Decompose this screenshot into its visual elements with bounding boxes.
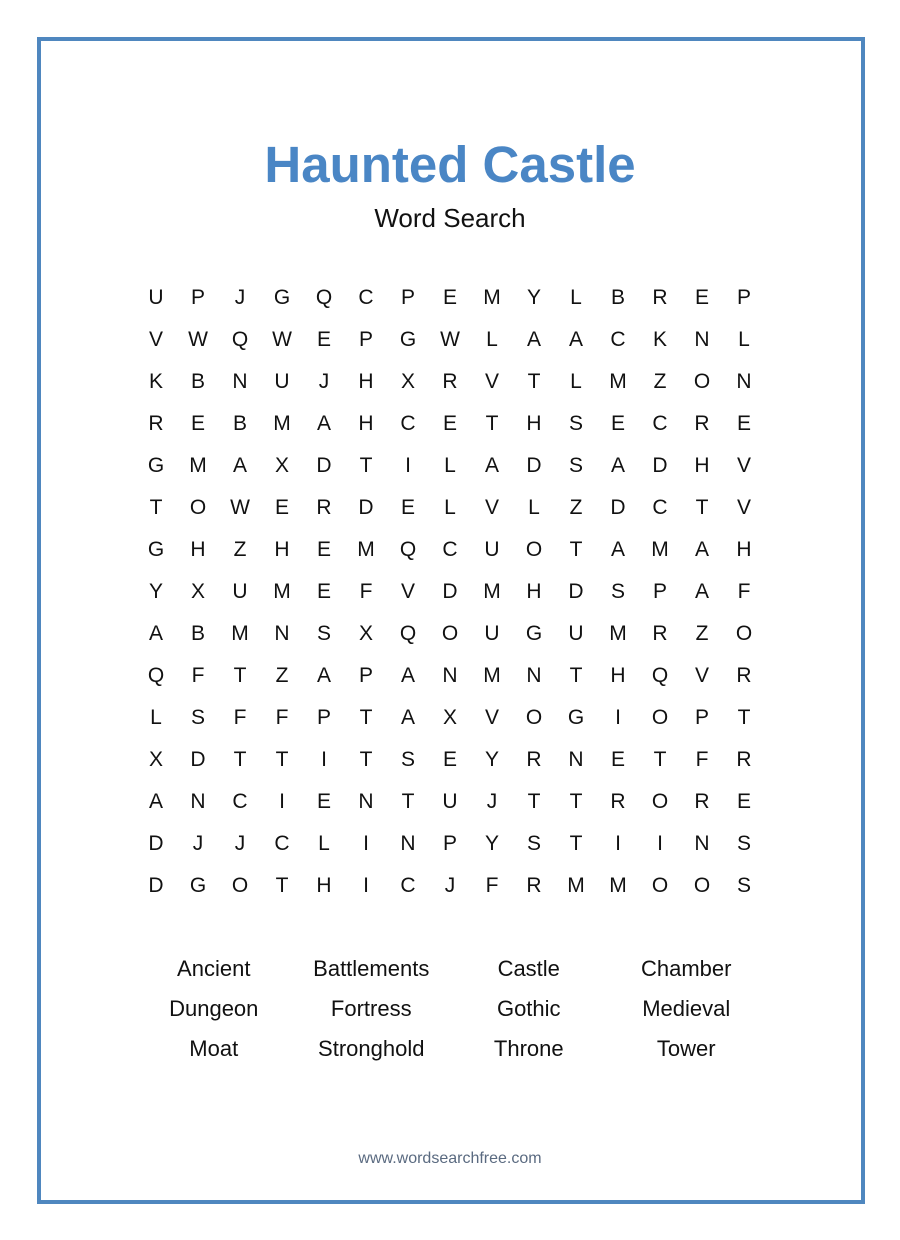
grid-cell[interactable]: D: [190, 748, 206, 771]
grid-cell[interactable]: N: [694, 832, 710, 855]
grid-cell[interactable]: N: [190, 790, 206, 813]
grid-cell[interactable]: A: [610, 538, 625, 561]
word-list-item: Fortress: [330, 996, 412, 1021]
grid-cell[interactable]: W: [230, 496, 250, 519]
word-list-item: Chamber: [641, 956, 732, 981]
grid-cell[interactable]: T: [359, 454, 373, 477]
grid-cell[interactable]: G: [525, 622, 543, 645]
grid-cell[interactable]: A: [526, 328, 541, 351]
grid-cell[interactable]: E: [316, 538, 331, 561]
grid-cell[interactable]: R: [148, 412, 164, 435]
grid-cell[interactable]: G: [147, 538, 165, 561]
grid-cell[interactable]: F: [233, 706, 247, 729]
grid-cell[interactable]: A: [610, 454, 625, 477]
grid-cell[interactable]: T: [275, 748, 289, 771]
grid-cell[interactable]: J: [192, 832, 204, 855]
grid-cell[interactable]: L: [528, 496, 540, 519]
grid-cell[interactable]: X: [358, 622, 373, 645]
grid-cell[interactable]: S: [736, 874, 751, 897]
grid-cell[interactable]: R: [694, 412, 710, 435]
grid-cell[interactable]: O: [651, 706, 669, 729]
letter-grid: [135, 277, 765, 907]
grid-cell[interactable]: V: [736, 496, 751, 519]
grid-cell[interactable]: C: [400, 874, 416, 897]
grid-cell[interactable]: A: [148, 790, 163, 813]
grid-cell[interactable]: J: [486, 790, 498, 813]
grid-cell[interactable]: G: [147, 454, 165, 477]
grid-cell[interactable]: E: [610, 412, 625, 435]
grid-cell[interactable]: P: [316, 706, 331, 729]
grid-cell[interactable]: O: [231, 874, 249, 897]
grid-cell[interactable]: Q: [651, 664, 669, 687]
grid-cell[interactable]: C: [400, 412, 416, 435]
grid-cell[interactable]: S: [316, 622, 331, 645]
grid-cell[interactable]: M: [273, 412, 291, 435]
grid-cell[interactable]: V: [694, 664, 709, 687]
grid-cell[interactable]: B: [190, 370, 205, 393]
grid-cell[interactable]: Z: [275, 664, 289, 687]
grid-cell[interactable]: Q: [399, 622, 417, 645]
grid-cell[interactable]: R: [526, 874, 542, 897]
puzzle-title: Haunted Castle: [264, 136, 636, 193]
grid-cell[interactable]: F: [275, 706, 289, 729]
grid-cell[interactable]: V: [484, 370, 499, 393]
grid-cell[interactable]: F: [359, 580, 373, 603]
grid-cell[interactable]: M: [357, 538, 375, 561]
grid-cell[interactable]: H: [316, 874, 332, 897]
grid-cell[interactable]: T: [359, 706, 373, 729]
grid-cell[interactable]: K: [148, 370, 163, 393]
grid-cell[interactable]: C: [232, 790, 248, 813]
grid-cell[interactable]: T: [527, 790, 541, 813]
word-list-item: Castle: [497, 956, 560, 981]
grid-cell[interactable]: H: [610, 664, 626, 687]
grid-cell[interactable]: M: [651, 538, 669, 561]
word-list: [135, 949, 765, 1069]
grid-cell[interactable]: A: [316, 664, 331, 687]
grid-cell[interactable]: I: [279, 790, 285, 813]
grid-cell[interactable]: D: [148, 874, 164, 897]
grid-cell[interactable]: A: [568, 328, 583, 351]
grid-cell[interactable]: D: [652, 454, 668, 477]
grid-cell[interactable]: C: [652, 412, 668, 435]
grid-cell[interactable]: Z: [695, 622, 709, 645]
grid-cell[interactable]: T: [359, 748, 373, 771]
grid-cell[interactable]: U: [442, 790, 458, 813]
grid-cell[interactable]: T: [737, 706, 751, 729]
footer-url: www.wordsearchfree.com: [358, 1150, 542, 1167]
grid-cell[interactable]: T: [653, 748, 667, 771]
grid-cell[interactable]: T: [401, 790, 415, 813]
grid-cell[interactable]: M: [273, 580, 291, 603]
grid-cell[interactable]: I: [321, 748, 327, 771]
grid-cell[interactable]: C: [358, 286, 374, 309]
grid-cell[interactable]: D: [568, 580, 584, 603]
grid-cell[interactable]: U: [274, 370, 290, 393]
grid-cell[interactable]: J: [234, 286, 246, 309]
grid-cell[interactable]: E: [316, 580, 331, 603]
grid-cell[interactable]: X: [148, 748, 163, 771]
grid-cell[interactable]: L: [150, 706, 162, 729]
grid-cell[interactable]: G: [273, 286, 291, 309]
grid-cell[interactable]: E: [442, 286, 457, 309]
grid-cell[interactable]: O: [693, 370, 711, 393]
grid-cell[interactable]: W: [272, 328, 292, 351]
grid-cell[interactable]: R: [652, 286, 668, 309]
grid-cell[interactable]: Z: [653, 370, 667, 393]
grid-cell[interactable]: F: [737, 580, 751, 603]
word-list-item: Throne: [493, 1036, 564, 1061]
grid-cell[interactable]: T: [569, 664, 583, 687]
grid-cell[interactable]: R: [736, 748, 752, 771]
grid-cell[interactable]: D: [442, 580, 458, 603]
grid-cell[interactable]: O: [735, 622, 753, 645]
grid-cell[interactable]: U: [484, 538, 500, 561]
grid-cell[interactable]: Y: [148, 580, 163, 603]
grid-cell[interactable]: C: [610, 328, 626, 351]
grid-cell[interactable]: T: [527, 370, 541, 393]
grid-cell[interactable]: T: [695, 496, 709, 519]
grid-cell[interactable]: A: [694, 538, 709, 561]
grid-cell[interactable]: N: [568, 748, 584, 771]
grid-cell[interactable]: R: [442, 370, 458, 393]
grid-cell[interactable]: Z: [569, 496, 583, 519]
grid-cell[interactable]: U: [232, 580, 248, 603]
grid-cell[interactable]: G: [189, 874, 207, 897]
grid-cell[interactable]: H: [358, 370, 374, 393]
grid-cell[interactable]: M: [483, 580, 501, 603]
grid-cell[interactable]: X: [442, 706, 457, 729]
word-list-item: Moat: [189, 1036, 239, 1061]
grid-cell[interactable]: N: [400, 832, 416, 855]
grid-cell[interactable]: A: [316, 412, 331, 435]
grid-cell[interactable]: E: [736, 790, 751, 813]
grid-cell[interactable]: M: [483, 286, 501, 309]
grid-cell[interactable]: S: [190, 706, 205, 729]
grid-cell[interactable]: P: [400, 286, 415, 309]
grid-cell[interactable]: O: [525, 538, 543, 561]
grid-cell[interactable]: P: [694, 706, 709, 729]
grid-cell[interactable]: M: [231, 622, 249, 645]
grid-cell[interactable]: R: [316, 496, 332, 519]
grid-cell[interactable]: R: [526, 748, 542, 771]
grid-cell[interactable]: Q: [147, 664, 165, 687]
grid-cell[interactable]: H: [190, 538, 206, 561]
grid-cell[interactable]: O: [651, 874, 669, 897]
grid-cell[interactable]: C: [274, 832, 290, 855]
grid-cell[interactable]: N: [526, 664, 542, 687]
word-list-item: Battlements: [313, 956, 430, 981]
grid-cell[interactable]: V: [736, 454, 751, 477]
grid-cell[interactable]: M: [609, 874, 627, 897]
grid-cell[interactable]: I: [615, 832, 621, 855]
grid-cell[interactable]: B: [190, 622, 205, 645]
grid-cell[interactable]: T: [149, 496, 163, 519]
grid-cell[interactable]: C: [442, 538, 458, 561]
grid-cell[interactable]: I: [615, 706, 621, 729]
grid-cell[interactable]: R: [736, 664, 752, 687]
grid-cell[interactable]: T: [569, 832, 583, 855]
grid-cell[interactable]: W: [188, 328, 208, 351]
grid-cell[interactable]: S: [526, 832, 541, 855]
grid-cell[interactable]: P: [190, 286, 205, 309]
grid-cell[interactable]: J: [318, 370, 330, 393]
grid-cell[interactable]: D: [148, 832, 164, 855]
grid-cell[interactable]: N: [232, 370, 248, 393]
grid-cell[interactable]: S: [568, 454, 583, 477]
grid-cell[interactable]: V: [484, 496, 499, 519]
grid-cell[interactable]: A: [148, 622, 163, 645]
grid-cell[interactable]: A: [400, 706, 415, 729]
grid-cell[interactable]: I: [657, 832, 663, 855]
grid-cell[interactable]: H: [358, 412, 374, 435]
grid-cell[interactable]: D: [610, 496, 626, 519]
grid-cell[interactable]: U: [148, 286, 164, 309]
grid-cell[interactable]: K: [652, 328, 667, 351]
grid-cell[interactable]: T: [485, 412, 499, 435]
grid-cell[interactable]: B: [610, 286, 625, 309]
grid-cell[interactable]: M: [609, 622, 627, 645]
grid-cell[interactable]: E: [400, 496, 415, 519]
grid-cell[interactable]: H: [736, 538, 752, 561]
grid-cell[interactable]: Y: [484, 748, 499, 771]
grid-cell[interactable]: P: [358, 328, 373, 351]
grid-cell[interactable]: E: [736, 412, 751, 435]
grid-cell[interactable]: A: [400, 664, 415, 687]
word-list-item: Tower: [656, 1036, 716, 1061]
grid-cell[interactable]: D: [526, 454, 542, 477]
grid-cell[interactable]: J: [444, 874, 456, 897]
word-list-item: Gothic: [496, 996, 561, 1021]
grid-cell[interactable]: N: [442, 664, 458, 687]
grid-cell[interactable]: P: [358, 664, 373, 687]
grid-cell[interactable]: L: [318, 832, 330, 855]
grid-cell[interactable]: Z: [233, 538, 247, 561]
grid-cell[interactable]: N: [736, 370, 752, 393]
grid-cell[interactable]: F: [485, 874, 499, 897]
grid-cell[interactable]: G: [567, 706, 585, 729]
grid-cell[interactable]: T: [275, 874, 289, 897]
grid-cell[interactable]: R: [652, 622, 668, 645]
word-list-item: Medieval: [642, 996, 731, 1021]
grid-cell[interactable]: E: [274, 496, 289, 519]
grid-cell[interactable]: P: [652, 580, 667, 603]
grid-cell[interactable]: F: [695, 748, 709, 771]
grid-cell[interactable]: W: [440, 328, 460, 351]
grid-cell[interactable]: U: [568, 622, 584, 645]
grid-cell[interactable]: M: [567, 874, 585, 897]
grid-cell[interactable]: L: [570, 286, 582, 309]
grid-cell[interactable]: Q: [231, 328, 249, 351]
grid-cell[interactable]: E: [316, 790, 331, 813]
grid-cell[interactable]: N: [694, 328, 710, 351]
grid-cell[interactable]: E: [316, 328, 331, 351]
grid-cell[interactable]: V: [148, 328, 163, 351]
grid-cell[interactable]: H: [694, 454, 710, 477]
grid-cell[interactable]: P: [442, 832, 457, 855]
grid-cell[interactable]: O: [651, 790, 669, 813]
grid-cell[interactable]: M: [609, 370, 627, 393]
grid-cell[interactable]: L: [738, 328, 750, 351]
grid-cell[interactable]: M: [189, 454, 207, 477]
grid-cell[interactable]: X: [274, 454, 289, 477]
word-list-item: Ancient: [177, 956, 251, 981]
grid-cell[interactable]: T: [233, 748, 247, 771]
grid-cell[interactable]: A: [484, 454, 499, 477]
grid-cell[interactable]: O: [189, 496, 207, 519]
grid-cell[interactable]: T: [569, 538, 583, 561]
grid-cell[interactable]: L: [444, 454, 456, 477]
grid-cell[interactable]: E: [442, 412, 457, 435]
grid-cell[interactable]: L: [570, 370, 582, 393]
grid-cell[interactable]: I: [363, 832, 369, 855]
grid-cell[interactable]: V: [400, 580, 415, 603]
grid-cell[interactable]: Y: [526, 286, 541, 309]
grid-cell[interactable]: O: [441, 622, 459, 645]
grid-cell[interactable]: H: [274, 538, 290, 561]
grid-cell[interactable]: E: [610, 748, 625, 771]
grid-cell[interactable]: C: [652, 496, 668, 519]
grid-cell[interactable]: E: [190, 412, 205, 435]
grid-cell[interactable]: J: [234, 832, 246, 855]
grid-cell[interactable]: N: [358, 790, 374, 813]
grid-cell[interactable]: T: [569, 790, 583, 813]
grid-cell[interactable]: O: [693, 874, 711, 897]
grid-cell[interactable]: S: [736, 832, 751, 855]
grid-cell[interactable]: V: [484, 706, 499, 729]
grid-cell[interactable]: E: [442, 748, 457, 771]
grid-cell[interactable]: I: [405, 454, 411, 477]
grid-cell[interactable]: A: [232, 454, 247, 477]
puzzle-subtitle: Word Search: [374, 203, 526, 233]
grid-cell[interactable]: H: [526, 580, 542, 603]
grid-cell[interactable]: L: [444, 496, 456, 519]
grid-cell[interactable]: S: [400, 748, 415, 771]
grid-cell[interactable]: T: [233, 664, 247, 687]
grid-cell[interactable]: X: [190, 580, 205, 603]
grid-cell[interactable]: O: [525, 706, 543, 729]
grid-cell[interactable]: R: [694, 790, 710, 813]
grid-cell[interactable]: F: [191, 664, 205, 687]
word-list-item: Stronghold: [318, 1036, 425, 1061]
grid-cell[interactable]: P: [736, 286, 751, 309]
grid-cell[interactable]: S: [610, 580, 625, 603]
grid-cell[interactable]: D: [358, 496, 374, 519]
grid-cell[interactable]: I: [363, 874, 369, 897]
grid-cell[interactable]: Q: [399, 538, 417, 561]
word-list-item: Dungeon: [169, 996, 259, 1021]
grid-cell[interactable]: U: [484, 622, 500, 645]
grid-cell[interactable]: R: [610, 790, 626, 813]
grid-cell[interactable]: H: [526, 412, 542, 435]
grid-cell[interactable]: A: [694, 580, 709, 603]
grid-cell[interactable]: Y: [484, 832, 499, 855]
grid-cell[interactable]: L: [486, 328, 498, 351]
grid-cell[interactable]: S: [568, 412, 583, 435]
grid-cell[interactable]: N: [274, 622, 290, 645]
grid-cell[interactable]: D: [316, 454, 332, 477]
grid-cell[interactable]: M: [483, 664, 501, 687]
grid-cell[interactable]: E: [694, 286, 709, 309]
grid-cell[interactable]: Q: [315, 286, 333, 309]
grid-cell[interactable]: G: [399, 328, 417, 351]
grid-cell[interactable]: X: [400, 370, 415, 393]
grid-cell[interactable]: B: [232, 412, 247, 435]
